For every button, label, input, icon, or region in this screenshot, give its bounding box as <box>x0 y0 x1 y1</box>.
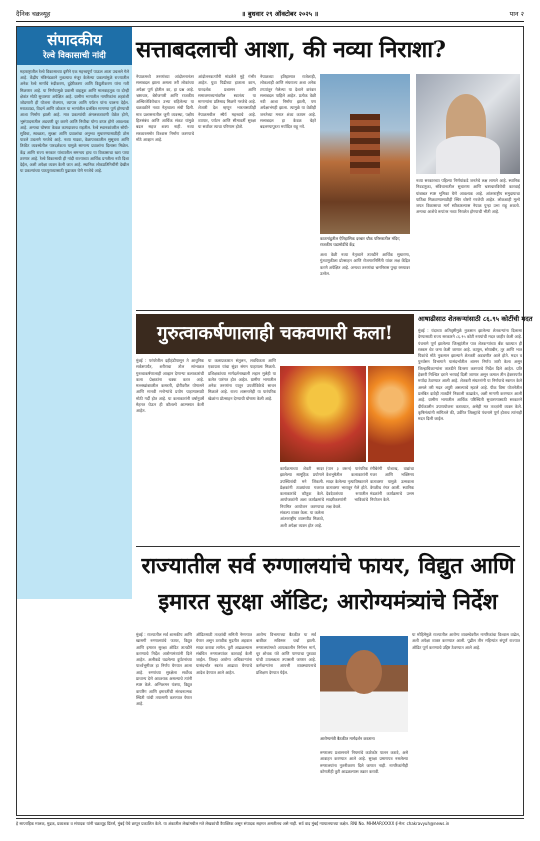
story3-headline[interactable]: आषाढीसाठ शेतकऱ्यांसाठी ८६.९५ कोटींची मदत <box>418 315 533 323</box>
story1-col2: आंदोलनकर्त्यांनी मांडलेले मुद्दे गंभीर आहेत. युवा पिढीच्या हाताला काम, पारदर्शक प्रशासन आणि समाजमाध्यमांवरील स्वातंत्र्य या मागण्यांना प्रतिसाद मिळणे गरजेचे आहे. शेजारी देश म्हणून भारतासाठीही नेपाळमधील स्थैर्य महत्त्वाचे आहे. व्यापार, पर्यटन आणि सीमावर्ती सुरक्षा या सर्वांवर त्याचा परिणाम होतो. <box>198 74 256 130</box>
story4-col2: ऑडिटसाठी तज्ज्ञांची समिती नेमण्यात येणार असून ठरावीक मुदतीत अहवाल सादर करावा लागेल. त्रुटी आढळल्यास संबंधित रुग्णालयांवर कारवाई केली जाईल. जिल्हा आरोग्य अधिकाऱ्यांना यासंदर्भात स्वतंत्र आढावा घेण्याचे आदेश देण्यात आले आहेत. <box>196 632 252 675</box>
story1-col3: नेपाळच्या इतिहासात राजेशाही, लोकशाही आणि संघराज्य अशा अनेक टप्प्यांतून गेलेल्या या देशाने वारंवार सत्ताबदल पाहिले आहेत. प्रत्येक वेळी नवी आशा निर्माण झाली, पण अपेक्षाभंगही झाला. त्यामुळे या वेळीही जनतेच्या मनात शंका कायम आहे. सत्ताबदल हा केवळ चेहरे बदलण्यापुरता मर्यादित राहू नये. <box>260 74 316 130</box>
story2-col1: मुंबई : परंपरेतील दहीहंडीपासून ते आधुनिक सर्कसपर्यंत, शरीराचा तोल सांभाळत गुरुत्वाकर्षणालाही आव्हान देणाऱ्या कलाकारांची कला प्रेक्षकांना थक्क करत आहे. मल्लखांबावरील कसरती, दोरीवरील योगासने आणि मानवी मनोऱ्यांचे प्रयोग पाहण्यासाठी मोठी गर्दी होत आहे. या कलाकारांनी वर्षानुवर्षे मेहनत घेऊन ही कौशल्ये आत्मसात केली आहेत. <box>136 358 204 414</box>
story2-col2: या कलाप्रकारात संतुलन, लवचिकता आणि एकाग्रता यांचा सुंदर संगम पाहायला मिळतो. प्रशिक्षकांच्या मार्गदर्शनाखाली लहान मुलेही या कलेत पारंगत होत आहेत. ग्रामीण भागातील अनेक तरुणांना यातून उपजीविकेचे साधन मिळाले आहे. राज्य शासनानेही या पारंपरिक खेळांना प्रोत्साहन देण्याची घोषणा केली आहे. <box>208 358 276 401</box>
story4-col4: रुग्णालय प्रशासनाने नियमांचे काटेकोर पालन करावे, असे आवाहन करण्यात आले आहे. सुरक्षा प्रमाणपत्र नसलेल्या रुग्णालयांना नूतनीकरण दिले जाणार नाही. नागरिकांनीही कोणतीही त्रुटी आढळल्यास तक्रार करावी. <box>320 750 408 774</box>
story4-col1: मुंबई : राज्यातील सर्व शासकीय आणि खासगी रुग्णालयांचे फायर, विद्युत आणि इमारत सुरक्षा ऑडिट तातडीने करण्याचे निर्देश आरोग्यमंत्र्यांनी दिले आहेत. अलीकडे घडलेल्या दुर्घटनांच्या पार्श्वभूमीवर हा निर्णय घेण्यात आला आहे. रुग्णांच्या सुरक्षेला सर्वोच्च प्राधान्य देणे आवश्यक असल्याचे त्यांनी स्पष्ट केले. अग्निशमन यंत्रणा, विद्युत वायरिंग आणि इमारतींची संरचनात्मक स्थिती यांची तपासणी करण्यात येणार आहे. <box>136 632 192 707</box>
temple-photo-caption: काठमांडूतील ऐतिहासिक दरबार चौक परिसरातील मंदिर; राजकीय घडामोडींचे केंद्र <box>320 236 401 247</box>
politician-photo <box>416 74 520 174</box>
story4-headline[interactable]: राज्यातील सर्व रुग्णालयांचे फायर, विद्युत आणि इमारत सुरक्षा ऑडिट; आरोग्यमंत्र्यांचे निर्देश <box>141 553 515 615</box>
performer-photo <box>280 366 366 462</box>
date-line: ॥ बुधवार २९ ऑक्टोबर २०२५ ॥ <box>241 10 319 18</box>
story4-col5: या मोहिमेमुळे राज्यातील आरोग्य व्यवस्थेवरील नागरिकांचा विश्वास वाढेल, अशी अपेक्षा व्यक्त करण्यात आली. पुढील तीन महिन्यांत संपूर्ण राज्यात ऑडिट पूर्ण करण्याचे उद्दिष्ट ठेवण्यात आले आहे. <box>412 632 520 650</box>
temple-photo <box>320 74 410 234</box>
editorial-column <box>17 27 132 599</box>
paper-name: दैनिक चक्रव्यूह <box>16 10 51 18</box>
minister-photo <box>320 636 408 732</box>
page-label: पान २ <box>509 10 524 18</box>
editorial-subtitle: रेल्वे विकासाची नांदी <box>43 51 106 61</box>
divider <box>136 546 520 547</box>
story3-body: मुंबई : यंदाच्या अतिवृष्टीमुळे नुकसान झालेल्या शेतकऱ्यांना दिलासा देण्यासाठी राज्य सरकारने ८६.९५ कोटी रुपयांची मदत जाहीर केली आहे. पंचनामे पूर्ण झालेल्या जिल्ह्यांतील पात्र शेतकऱ्यांच्या बँक खात्यात ही रक्कम थेट जमा केली जाणार आहे. कापूस, सोयाबीन, तूर आणि भात पिकांचे मोठे नुकसान झाल्याने शेतकरी अडचणीत आले होते. मदत व पुनर्वसन विभागाने यासंदर्भातील शासन निर्णय जारी केला असून जिल्हाधिकाऱ्यांना तातडीने वितरण करण्याचे निर्देश दिले आहेत. प्रति हेक्टरी निश्चित दराने भरपाई दिली जाणार असून कमाल तीन हेक्टरपर्यंत मर्यादा ठेवण्यात आली आहे. शेतकरी संघटनांनी या निर्णयाचे स्वागत केले असले तरी मदत अपुरी असल्याचे म्हटले आहे. पीक विमा योजनेतील प्रलंबित दावेही तातडीने निकाली काढावेत, अशी मागणी करण्यात आली आहे. ग्रामीण भागातील आर्थिक परिस्थिती सुधारण्यासाठी सरकारने दीर्घकालीन उपाययोजना कराव्यात, असेही मत तज्ज्ञांनी व्यक्त केले. कृषिमंत्र्यांनी सांगितले की, उर्वरित जिल्ह्यांचे पंचनामे पूर्ण होताच त्यांनाही मदत दिली जाईल. <box>418 328 522 422</box>
story1-col5: नव्या सरकारच्या पहिल्या निर्णयांकडे जनतेचे लक्ष लागले आहे. स्थानिक निवडणुका, संविधानातील सुधारणा आणि भ्रष्टाचारविरोधी कारवाई यांबाबत स्पष्ट भूमिका घेणे आवश्यक आहे. आंतरराष्ट्रीय समुदायाचा पाठिंबा मिळवण्यासाठीही स्थिर धोरणे गरजेची आहेत. लोकशाही मूल्ये जपत विकासाचा मार्ग स्वीकारल्यास नेपाळ पुन्हा उभा राहू शकतो. अन्यथा आशेचे रूपांतर नव्या निराशेत होण्याची भीती आहे. <box>416 178 520 215</box>
editorial-title: संपादकीय <box>47 31 102 49</box>
divider <box>136 310 520 311</box>
story4-col3: आरोग्य विभागाच्या बैठकीत या सर्व बाबींवर सविस्तर चर्चा झाली. रुग्णालयांमध्ये आपत्कालीन निर्गमन मार्ग, धूर शोधक यंत्रे आणि पाण्याचा पुरवठा यांची उपलब्धता तपासली जाणार आहे. कर्मचाऱ्यांना आपत्ती व्यवस्थापनाचे प्रशिक्षण देण्यात येईल. <box>256 632 316 675</box>
story2-col5: रंगीबेरंगी पोशाख, वाद्यांचा गजर आणि भक्तिमय वातावरण यामुळे उत्सवाला वेगळीच रंगत आली. स्थानिक मंडळांनी कार्यक्रमाचे उत्तम नियोजन केले. <box>370 466 414 503</box>
editorial-body: महाराष्ट्रातील रेल्वे विकासाच्या दृष्टीने एक महत्त्वपूर्ण पाऊल आता उचलले गेले आहे. केंद्रीय मंत्रिमंडळाने नुकत्याच मंजूर केलेल्या प्रकल्पांमुळे राज्यातील अनेक रेल्वे मार्गांचे रुंदीकरण, दुहेरीकरण आणि विद्युतीकरण यांना गती मिळणार आहे. या निर्णयामुळे प्रवासी वाहतूक आणि मालवाहतूक या दोन्ही क्षेत्रांत मोठी सुधारणा अपेक्षित आहे. ग्रामीण भागातील नागरिकांना शहरांशी जोडणारी ही योजना रोजगार, व्यापार आणि पर्यटन यांना चालना देईल. मराठवाडा, विदर्भ आणि कोकण या भागांतील प्रलंबित मागण्या पूर्ण होण्याची आशा निर्माण झाली आहे. मात्र प्रकल्पांची अंमलबजावणी वेळेत होणे, भूसंपादनातील अडचणी दूर करणे आणि निधीचा योग्य वापर होणे आवश्यक आहे. अन्यथा घोषणा केवळ कागदावरच राहतील. रेल्वे स्थानकांवरील सोयी-सुविधा, स्वच्छता, सुरक्षा आणि प्रवाशांचा अनुभव सुधारण्यासाठीही ठोस पावले उचलणे गरजेचे आहे. नव्या गाड्या, वेळापत्रकातील सुसूत्रता आणि तिकीट व्यवस्थेतील पारदर्शकता यामुळे सामान्य प्रवाशांना दिलासा मिळेल. केंद्र आणि राज्य सरकार यांच्यातील समन्वय हाच या विकासाचा खरा पाया ठरणार आहे. रेल्वे विकासाची ही नांदी राज्याच्या आर्थिक प्रगतीला नवी दिशा देईल, अशी अपेक्षा व्यक्त केली जात आहे. स्थानिक लोकप्रतिनिधींनी देखील या प्रकल्पांच्या पाठपुराव्यासाठी पुढाकार घेणे गरजेचे आहे. <box>20 69 129 174</box>
story1-headline[interactable]: सत्ताबदलाची आशा, की नव्या निराशा? <box>136 37 446 63</box>
story1-col1: नेपाळमध्ये तरुणांच्या आंदोलनानंतर सत्ताबदल झाला असला तरी लोकांच्या अपेक्षा पूर्ण होतील का, हा प्रश्न आहे. भ्रष्टाचार, बेरोजगारी आणि राजकीय अस्थिरतेविरोधात उभ्या राहिलेल्या या चळवळीने नव्या नेतृत्वाला संधी दिली. मात्र प्रशासनातील जुनी व्यवस्था, पक्षीय हितसंबंध आणि आर्थिक संकट यांमुळे बदल सहज शक्य नाही. नव्या सरकारसमोर विश्वास निर्माण करण्याचे मोठे आव्हान आहे. <box>136 74 194 142</box>
deity-costume-photo <box>368 366 414 462</box>
story2-col4: (पान ३ वरून) पारंपरिक वेशभूषेतील कलाकारांनी सादर केलेल्या नृत्याविष्काराने वातावरण भारावून गेले होते. देवदेवतांच्या रूपातील सादरीकरणांनी भाविकांचे लक्ष वेधले. <box>326 466 368 509</box>
minister-photo-caption: आरोग्यमंत्री बैठकीत मार्गदर्शन करताना <box>320 736 375 741</box>
story1-col4: अशा वेळी नव्या नेतृत्वाने तातडीने आर्थिक सुधारणा, गुंतवणुकीला प्रोत्साहन आणि रोजगारनिर्मिती यांवर लक्ष केंद्रित करणे अपेक्षित आहे. अन्यथा तरुणांचा भ्रमनिरास पुन्हा रस्त्यावर उतरेल. <box>320 252 410 276</box>
masthead <box>16 8 524 22</box>
editorial-header <box>17 27 132 65</box>
story2-headline[interactable]: गुरुत्वाकर्षणालाही चकवणारी कला! <box>136 314 414 354</box>
story2-col3: कार्यक्रमाच्या शेवटी सादर झालेल्या सामूहिक प्रयोगाने उपस्थितांची मने जिंकली. प्रेक्षकांनी टाळ्यांच्या गजरात कलाकारांचे कौतुक केले. आयोजकांनी अशा कार्यक्रमांचे नियमित आयोजन करण्याचा संकल्प व्यक्त केला. या कलेला आंतरराष्ट्रीय व्यासपीठ मिळावे, अशी अपेक्षा व्यक्त होत आहे. <box>280 466 324 528</box>
imprint-footer: हे साप्ताहिक मालक, मुद्रक, प्रकाशक व संपादक यांनी चक्रव्यूह प्रिंटर्स, मुंबई येथे छापून प्रकाशित केले. या अंकातील लेखांमधील मते लेखकांची वैयक्तिक असून संपादक सहमत असतीलच असे नाही. सर्व वाद मुंबई न्यायालयाच्या कक्षेत. RNI No. MHMAR/XXXX ई-मेल: chakravyuh@news.in <box>16 818 524 838</box>
